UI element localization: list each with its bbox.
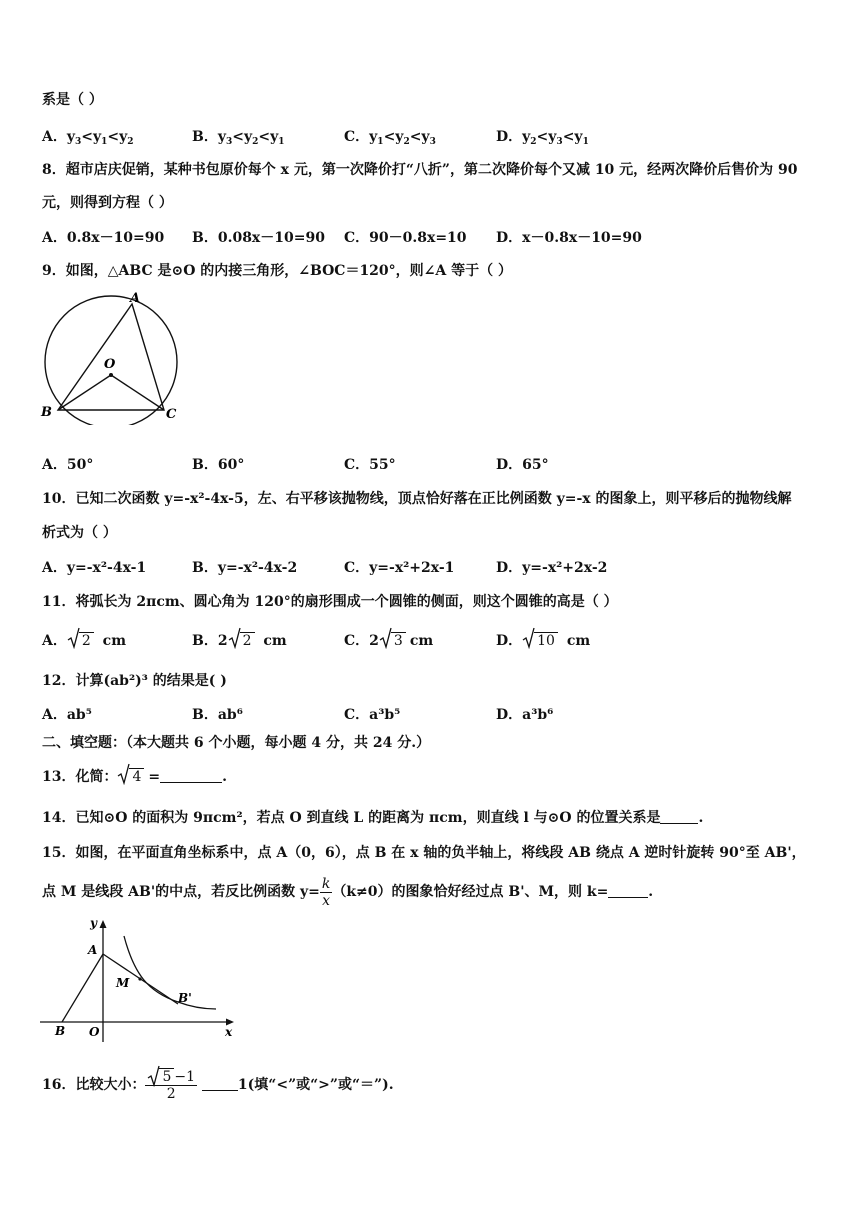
q7-option-a[interactable]: A．$y_3<y_1<y_2$ (42, 129, 134, 147)
q8-stem-line2: 元，则得到方程（ ） (42, 195, 173, 211)
answer-blank[interactable] (202, 1076, 238, 1091)
q11-option-c[interactable]: C．2 3 cm (344, 631, 433, 651)
label-x: x (225, 1025, 233, 1039)
q11-stem: 11．将弧长为 2πcm、圆心角为 120°的扇形围成一个圆锥的侧面，则这个圆锥的高是（ ） (42, 594, 618, 610)
q8-option-b[interactable]: B．0.08x－10=90 (192, 230, 325, 246)
q12-stem: 12．计算(ab²)³ 的结果是( ) (42, 673, 227, 689)
q11-option-d[interactable]: D． 10 cm (496, 631, 590, 651)
q10-option-c[interactable]: C．y=-x²+2x-1 (344, 560, 455, 576)
sqrt-symbol: 2 (228, 631, 255, 651)
q10-option-d[interactable]: D．y=-x²+2x-2 (496, 560, 608, 576)
section-heading: 二、填空题：（本大题共 6 个小题，每小题 4 分，共 24 分.） (42, 735, 431, 751)
q16-stem: 16．比较大小： $\frac{5 -1}{2}$ 1(填“<”或“>”或“＝”). (42, 1062, 394, 1108)
q9-option-b[interactable]: B．60° (192, 457, 245, 473)
label-b-prime: B' (178, 991, 192, 1005)
q15-stem-line1: 15．如图，在平面直角坐标系中，点 A（0，6），点 B 在 x 轴的负半轴上，将线段 AB 绕点 A 逆时针旋转 90°至 AB'， (42, 845, 806, 861)
q9-option-d[interactable]: D．65° (496, 457, 549, 473)
q12-option-c[interactable]: C．a³b⁵ (344, 707, 401, 723)
option-label: D． (496, 129, 523, 145)
q10-stem-line1: 10．已知二次函数 y=-x²-4x-5，左、右平移该抛物线，顶点恰好落在正比例函数 y=-x 的图象上，则平移后的抛物线解 (42, 491, 792, 507)
label-o: O (104, 357, 116, 372)
q14-stem: 14．已知⊙O 的面积为 9πcm²，若点 O 到直线 L 的距离为 πcm，则直线 l 与⊙O 的位置关系是 . (42, 810, 704, 826)
q15-stem-line2: 点 M 是线段 AB'的中点，若反比例函数 y= $\frac{k}{x}$ （k≠0）的图象恰好经过点 B'、M，则 k= . (42, 875, 654, 909)
segment-oc (111, 375, 164, 410)
q13-stem: 13．化简： 4 = . (42, 767, 227, 787)
q10-option-b[interactable]: B．y=-x²-4x-2 (192, 560, 298, 576)
q7-option-b[interactable]: B．$y_3<y_2<y_1$ (192, 129, 285, 147)
sqrt-symbol: 4 (117, 767, 144, 787)
q7-option-d[interactable]: D．$y_2<y_3<y_1$ (496, 129, 589, 147)
label-o: O (89, 1025, 100, 1039)
sqrt-symbol: 2 (67, 631, 94, 651)
q11-option-b[interactable]: B．2 2 cm (192, 631, 287, 651)
q7-stem-tail: 系是（ ） (42, 92, 103, 108)
option-label: C． (344, 129, 370, 145)
sqrt-symbol: 3 (379, 631, 406, 651)
q12-option-b[interactable]: B．ab⁶ (192, 707, 243, 723)
answer-blank[interactable] (660, 809, 698, 824)
center-point (109, 373, 113, 377)
label-y: y (90, 916, 97, 930)
q9-circle-figure (36, 290, 186, 425)
label-m: M (116, 976, 130, 990)
answer-blank[interactable] (160, 768, 222, 783)
option-label: B． (192, 129, 218, 145)
label-c: C (166, 407, 177, 422)
q8-option-c[interactable]: C．90－0.8x=10 (344, 230, 467, 246)
q12-option-d[interactable]: D．a³b⁶ (496, 707, 554, 723)
label-a: A (130, 291, 141, 306)
q10-stem-line2: 析式为（ ） (42, 525, 117, 541)
q7-option-c[interactable]: C．$y_1<y_2<y_3$ (344, 129, 436, 147)
q8-option-d[interactable]: D．x－0.8x－10=90 (496, 230, 642, 246)
fraction-sqrt5-minus-1-over-2: $\frac{5 -1}{2}$ (145, 1069, 197, 1102)
q11-option-a[interactable]: A． 2 cm (42, 631, 126, 651)
q8-stem-line1: 8．超市店庆促销，某种书包原价每个 x 元，第一次降价打“八折”，第二次降价每个又减 10 元，经两次降价后售价为 90 (42, 162, 798, 178)
segment-ob (58, 375, 111, 410)
label-b: B (41, 405, 52, 420)
label-b: B (55, 1024, 66, 1038)
q15-coordinate-figure (38, 914, 243, 1044)
y-axis-arrow (100, 920, 107, 928)
answer-blank[interactable] (608, 883, 648, 898)
segment-ab (62, 954, 103, 1022)
label-a: A (88, 943, 98, 957)
q12-option-a[interactable]: A．ab⁵ (42, 707, 92, 723)
q10-option-a[interactable]: A．y=-x²-4x-1 (42, 560, 147, 576)
fraction-k-over-x: $\frac{k}{x}$ (321, 875, 331, 909)
q9-option-c[interactable]: C．55° (344, 457, 396, 473)
sqrt-symbol: 10 (522, 631, 558, 651)
q9-option-a[interactable]: A．50° (42, 457, 94, 473)
point-m (138, 977, 141, 980)
option-label: A． (42, 129, 67, 145)
sqrt-symbol: 5 (147, 1069, 174, 1085)
q8-option-a[interactable]: A．0.8x－10=90 (42, 230, 165, 246)
q9-stem: 9．如图，△ABC 是⊙O 的内接三角形，∠BOC＝120°，则∠A 等于（ ） (42, 263, 513, 279)
